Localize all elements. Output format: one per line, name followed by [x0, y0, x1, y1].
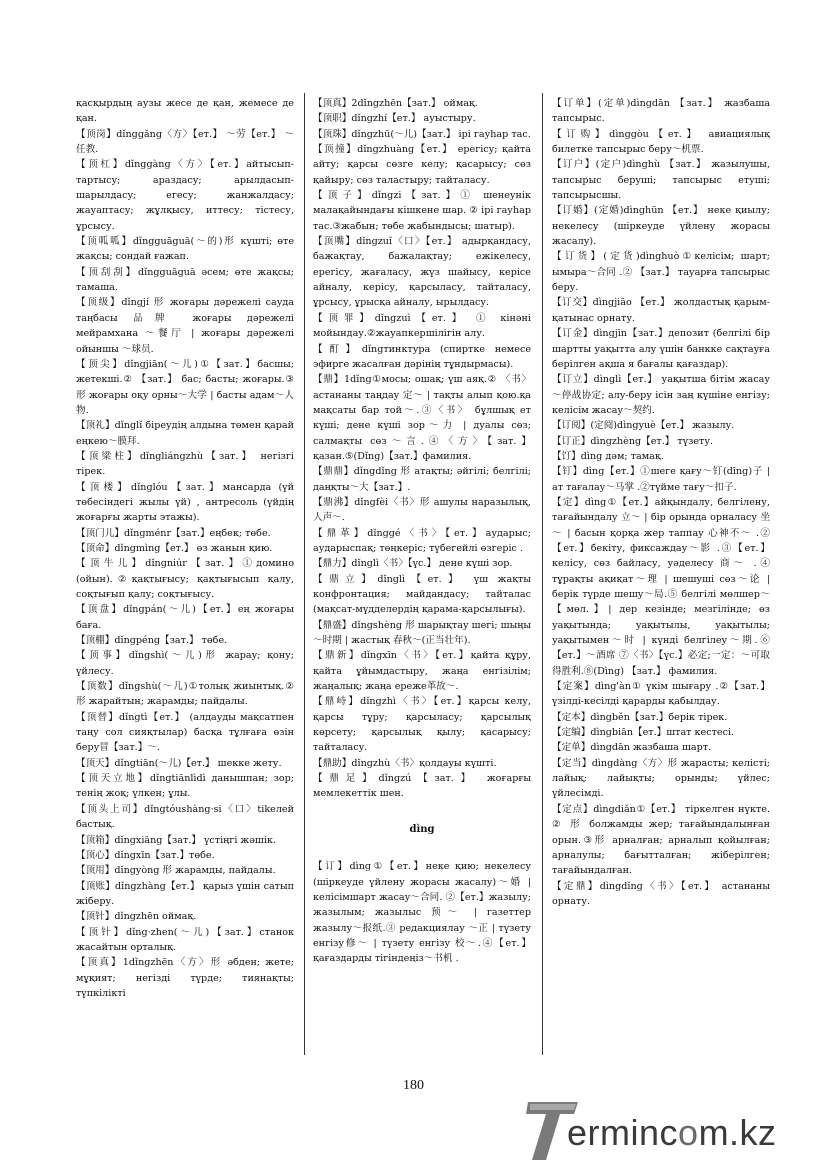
dictionary-entry: 【顶级】dǐngjí 形 жоғары дәрежелі сауда таңбасы 品牌 жоғары дәрежелі мейрамхана ～餐厅 | жоғары дәрежелі ойыншы ～球员.: [76, 297, 294, 355]
dictionary-entry: 【顶替】dǐngtì【ет.】 (алдауды мақсатпен таңу сол сияқтылар) басқа тұлғаға өзін беру冒【зат.】～.: [76, 711, 294, 754]
logo-wordmark: [567, 1112, 777, 1154]
termincom-logo[interactable]: [520, 1094, 820, 1166]
dictionary-entry: 【酊】dǐngтинктура (спиртке немесе эфирге жасалған дәрінің тұндырмасы).: [313, 343, 531, 370]
column-divider: [542, 93, 543, 1055]
column-3: [552, 96, 770, 909]
dictionary-entry: 【订交】dìngjiāo 【ет.】 жолдастық қарым-қатынас орнату.: [552, 297, 770, 324]
dictionary-entry: 【顶针】dǐngzhēn оймақ.: [76, 911, 197, 923]
dictionary-entry: 【饤】dìng дәм; тамақ.: [552, 450, 664, 462]
logo-text-a: erminc: [567, 1112, 679, 1153]
dictionary-entry: 【定编】dìngbiān【ет.】штат кестесі.: [552, 727, 735, 739]
dictionary-entry: 【鼎助】dǐngzhù〈书〉қолдауы күшті.: [313, 757, 497, 769]
dictionary-entry: 【订户】(定户)dìnghù 【зат.】 жазылушы, тапсырыс беруші; тапсырыс етуші; тапсырысшы.: [552, 159, 770, 202]
dictionary-entry: 【定鼎】dìngdǐng〈书〉【ет.】 астананы орнату.: [552, 880, 770, 907]
dictionary-entry: 【定本】dìngběn【зат.】берік тірек.: [552, 711, 728, 723]
dictionary-entry: 【订购】dìnggòu【ет.】 авиациялық билетке тапсырыс беру～机票.: [552, 128, 770, 156]
dictionary-entry: 【订货】(定货)dìnghuò①келісім; шарт; ымыра～合同 .② 【зат.】 тауарға тапсырыс беру.: [552, 251, 770, 294]
dictionary-entry: 【顶呱呱】dǐngguāguā(～的)形 күшті; өте жақсы; сондай ғажап.: [76, 236, 294, 263]
dictionary-entry: 【订金】dìngjīn【зат.】депозит (белгілі бір шартты уақытта алу үшін банкке сақтауға берілген ақша я бағалы қағаздар).: [552, 328, 770, 370]
dictionary-entry: 【顶真】2dǐngzhēn【зат.】 оймақ.: [313, 98, 478, 109]
dictionary-entry: 【鼎力】dǐnglì〈书〉【үс.】 дене күші зор.: [313, 558, 513, 570]
dictionary-entry: 【顶盘】dǐngpán(～儿)【ет.】ең жоғары баға.: [76, 604, 294, 631]
dictionary-entry: 【顶棚】dǐngpéng【зат.】 төбе.: [76, 635, 228, 647]
dictionary-entry: 【顶礼】dǐnglǐ біреудің алдына төмен қарай еңкею～膜拜.: [76, 420, 294, 447]
dictionary-entry: 【顶刮刮】dǐngguāguā әсем; өте жақсы; тамаша.: [76, 266, 294, 294]
section-heading: dìng: [409, 823, 435, 835]
dictionary-entry: 【订单】(定单)dìngdān 【зат.】 жазбаша тапсырыс.: [552, 98, 770, 125]
dictionary-entry: 【鼎立】dǐnglì【ет.】 үш жақты конфронтация; майдандасу; тайталас (мақсат-мүдделердің қарама-қарсылығы).: [313, 573, 531, 616]
logo-text-b: m.kz: [698, 1112, 777, 1153]
dictionary-entry: 【鼎沸】dǐngfèi〈书〉形 ашулы наразылық,人声～.: [313, 496, 531, 524]
dictionary-entry: 【顶事】dǐngshì(～儿)形 жарау; қону; үйлесу.: [76, 650, 294, 677]
dictionary-entry: 【订婚】(定婚)dìnghūn 【ет.】 неке қиылу; некелесу (шіркеуде үйлену жорасы жасалу).: [552, 205, 770, 248]
dictionary-entry: 【定单】dìngdān жазбаша шарт.: [552, 742, 712, 754]
dictionary-entry: 【顶岗】dǐnggǎng〈方〉【ет.】 ～劳【ет.】 ～任教.: [76, 128, 294, 156]
dictionary-entry: 【钉】dìng【ет.】①шеге қағу～钉(dīng)子 | ат тағалау～马掌 .②түйме тағу～扣子.: [552, 466, 770, 493]
dictionary-entry: 【订阅】(定阅)dìngyuè【ет.】 жазылу.: [552, 420, 735, 432]
dictionary-entry: 【鼎革】dǐnggé〈书〉【ет.】аударыс; аударыспақ; төңкеріс; түбегейлі өзгеріс .: [313, 527, 531, 554]
dictionary-entry: 【顶子】dǐngzi【зат.】① шенеунік малақайындағы кішкене шар. ② ірі гауһар тас.③жабын; төбе жабындысы; шатыр).: [313, 190, 531, 232]
column-1: [76, 96, 294, 1001]
dictionary-entry: 【定案】dìng'àn① үкім шығару .②【зат.】 үзілді-кесілді қарарды қабылдау.: [552, 681, 770, 708]
dictionary-entry: 【顶牛儿】dǐngniúr【зат.】①домино (ойын).②қақтығысу; қақтығысып қалу, соқтығып қалу; соқтығысу.: [76, 558, 294, 600]
column-divider: [304, 93, 305, 1055]
dictionary-entry: 【顶用】dǐngyòng 形 жарамды, пайдалы.: [76, 865, 276, 877]
dictionary-entry: 【顶心】dǐngxīn【зат.】төбе.: [76, 849, 215, 861]
dictionary-entry: 【顶天】dǐngtiān(～儿)【ет.】 шекке жету.: [76, 757, 282, 769]
dictionary-entry: 【订立】dìnglì【ет.】 уақытша бітім жасау～停战协定; алу-беру ісін заң күшіне енгізу; келісім жасау～契约.: [552, 374, 770, 416]
dictionary-entry: 【定】dìng①【ет.】айқындалу, белгілену, тағайындалу 立～ | бір орында орналасу 坐～ | басын қорқа жер таппау 心神不～ .②【ет.】бекіту, фиксаждау～影 .③【ет.】келісу, сөз байласу, уәделесу 商～ .④ тұрақты ақиқат～理 | шешуші сөз～论 | берік түрде шешу～局.⑤ белгілі мөлшер～【мөл.】| дер кезінде; мезгілінде; өз уақытында; уақытылы, уақытылы; уақытымен～时 | күнді белгілеу～期.⑥【ет.】～酒席 ⑦〈书〉【үс.】必定;一定：～可取得胜利.⑧(Dìng) 【зат.】 фамилия.: [552, 496, 770, 677]
dictionary-entry: 【鼎】1dǐng①мосы; ошақ; үш аяқ.② 〈书〉 астананы таңдау 定～ | тақты алып қою.қа мақсаты бар той～.③〈书〉 бұлшық ет күші; дене күші зор～力 | дуалы сөз; салмақты сөз～言.④〈方〉【зат.】қазан.⑤(Dǐng)【зат.】фамилия.: [313, 374, 531, 462]
column-2: [313, 96, 531, 967]
page-number: 180: [403, 1078, 424, 1093]
dictionary-entry: қасқырдың аузы жесе де қан, жемесе де қан.: [76, 98, 294, 125]
dictionary-entry: 【鼎盛】dǐngshèng 形 шарықтау шегі; шыңы ～时期 | жастық 春秋～(正当壮年).: [313, 619, 531, 647]
dictionary-entry: 【顶真】1dǐngzhēn〈方〉形 әбден; жете; мұқият; негізді түрде; тиянақты; түпкілікті: [76, 957, 294, 999]
logo-text-o: o: [678, 1112, 699, 1153]
dictionary-entry: 【订】dìng①【ет.】неке қию; некелесу (шіркеуде үйлену жорасы жасалу)～婚 | келісімшарт жасау～合同. ②【ет.】жазылу; жазылым; жазылыс 预～ | газеттер жазылу～报纸.③ редакциялау ～正 | түзету енгізу修～ | түзету енгізу 校～.④【ет.】қағаздарды тігіндеңіз～书机 .: [313, 861, 531, 965]
dictionary-entry: 【顶头上司】dǐngtóushàng·si〈口〉tikелей бастық.: [76, 803, 294, 831]
dictionary-entry: 【鼎鼎】dǐngdǐng 形 атақты; әйгілі; белгілі; даңқты～大【зат.】.: [313, 466, 531, 493]
dictionary-entry: 【顶罪】dǐngzuì【ет.】 ① кінәні мойындау.②жауапкершілігін алу.: [313, 312, 531, 340]
dictionary-entry: 【鼎新】dǐngxīn〈书〉【ет.】қайта құру, қайта ұйымдастыру, жаңа енгізілім; жаңалық; жаңа ереже革故～.: [313, 650, 531, 693]
dictionary-entry: 【顶杠】dǐnggàng〈方〉【ет.】айтысып-тартысу; араздасу; арылдасып-шарылдасу; егесу; жанжалдасу; жауаптасу; жұлқысу, иттесу; тістесу, ұрсысу.: [76, 159, 294, 232]
dictionary-entry: 【顶箱】dǐngxiāng【зат.】 үстіңгі жәшік.: [76, 834, 276, 846]
dictionary-entry: 【顶尖】dǐngjiān(～儿)①【зат.】басшы; жетекші.② 【зат.】 бас; басты; жоғары.③形 жоғары оқу орны～大学 | басты адам～人物.: [76, 358, 294, 416]
dictionary-entry: 【鼎峙】dǐngzhì〈书〉【ет.】қарсы келу, қарсы тұру; қарсыласу; қарсылық көрсету; қарсылық қылу; қасарысу; тайталасу.: [313, 696, 531, 754]
dictionary-entry: 【顶珠】dǐngzhū(～儿)【зат.】 ірі гауһар тас.: [313, 128, 531, 140]
dictionary-entry: 【顶嘴】dǐngzuǐ〈口〉【ет.】 адырқандасу, бажақтау, бажалақтау; ежікелесу, ерегісу, жағаласу, жүз шайысу, керісе айналу, керісу, қарсыласу, тайталасу, ұрсысу, ұрысқа айналу, ырылдасу.: [313, 236, 531, 309]
dictionary-entry: 【顶撞】dǐngzhuàng【ет.】 ерегісу; қайта айту; қарсы сөзге келу; қасарысу; сөз қайыру; сөз таластыру; тайталасу.: [313, 144, 531, 186]
dictionary-entry: 【顶账】dǐngzhàng【ет.】 қарыз үшін сатып жіберу.: [76, 880, 294, 907]
dictionary-entry: 【顶命】dǐngmìng【ет.】 өз жанын қию.: [76, 542, 273, 554]
dictionary-entry: 【顶职】dǐngzhí【ет.】 ауыстыру.: [313, 113, 476, 125]
dictionary-entry: 【顶数】dǐngshù(～儿)①толық жиынтық.② 形 жарайтын; жарамды; пайдалы.: [76, 681, 294, 708]
dictionary-entry: 【顶针】dǐng·zhen(～儿)【зат.】станок жасайтын орталық.: [76, 926, 294, 953]
dictionary-entry: 【订正】dìngzhèng【ет.】 түзету.: [552, 435, 714, 447]
dictionary-entry: 【鼎足】dǐngzú【зат.】 жоғарғы мемлекеттік шен.: [313, 773, 531, 800]
dictionary-entry: 【顶楼】dǐnglóu【зат.】мансарда (үй төбесіндегі жылы үй) , антресоль (үйдің жоғарғы жарты этажы).: [76, 481, 294, 524]
dictionary-entry: 【顶天立地】dǐngtiānlìdì данышпан; зор; тенің жоқ; үлкен; ұлы.: [76, 773, 294, 800]
dictionary-entry: 【定点】dìngdiǎn①【ет.】 тіркелген нүкте. ② 形 болжамды жер; тағайындалынған орын.③形 арналған; арналып қойылған; арналулы; бағытталған; жіберілген; тағайындалған.: [552, 803, 770, 877]
dictionary-entry: 【顶梁柱】dǐngliángzhù【зат.】 негізгі тірек.: [76, 450, 294, 478]
dictionary-entry: 【定当】dìngdàng〈方〉形 жарасты; келісті; лайық; лайықты; орынды; үйлес; үйлесімді.: [552, 757, 770, 800]
dictionary-entry: 【顶门儿】dǐngménr【зат.】еңбек; төбе.: [76, 527, 271, 539]
